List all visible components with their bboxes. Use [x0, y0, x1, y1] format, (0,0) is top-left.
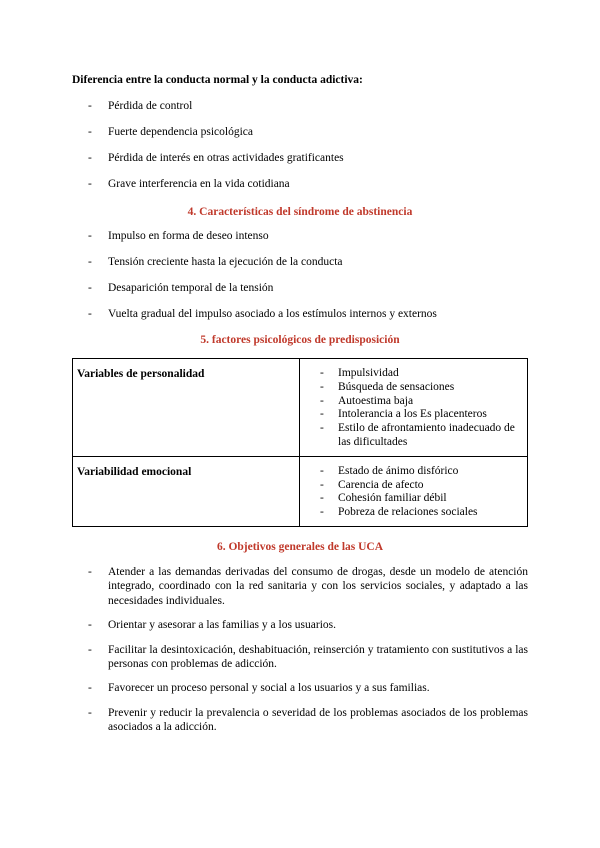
list-item: - Facilitar la desintoxicación, deshabituación, reinserción y tratamiento con sustitutivos a las personas con problemas de adicción. [88, 643, 528, 672]
list-item: - Autoestima baja [320, 395, 523, 409]
list-item: - Atender a las demandas derivadas del consumo de drogas, desde un modelo de atención integrado, coordinado con la red sanitaria y con los servicios sociales, y adaptado a las necesidades individuales. [88, 565, 528, 608]
list-item: - Intolerancia a los Es placenteros [320, 408, 523, 422]
list-item: - Estado de ánimo disfórico [320, 465, 523, 479]
list-item: - Estilo de afrontamiento inadecuado de las dificultades [320, 422, 523, 450]
list-item: - Búsqueda de sensaciones [320, 381, 523, 395]
table-row [73, 456, 528, 526]
list-item: - Vuelta gradual del impulso asociado a los estímulos internos y externos [88, 307, 528, 333]
section-4-list [88, 229, 528, 333]
list-item: - Fuerte dependencia psicológica [88, 125, 528, 151]
intro-list [88, 99, 528, 203]
section-4-title: 4. Características del síndrome de abstinencia [187, 206, 413, 218]
list-item: - Impulso en forma de deseo intenso [88, 229, 528, 255]
table-row-label: Variabilidad emocional [73, 456, 300, 526]
cell-list [304, 465, 523, 520]
list-item: - Pérdida de interés en otras actividades gratificantes [88, 151, 528, 177]
list-item: - Prevenir y reducir la prevalencia o severidad de los problemas asociados de los problemas asociados a la adicción. [88, 706, 528, 735]
list-item: - Tensión creciente hasta la ejecución de la conducta [88, 255, 528, 281]
section-6-list [88, 565, 528, 734]
list-item: - Favorecer un proceso personal y social a los usuarios y a sus familias. [88, 681, 528, 695]
predisposition-table [72, 358, 528, 527]
list-item: - Impulsividad [320, 367, 523, 381]
list-item: - Grave interferencia en la vida cotidiana [88, 177, 528, 203]
cell-list [304, 367, 523, 450]
list-item: - Desaparición temporal de la tensión [88, 281, 528, 307]
list-item: - Orientar y asesorar a las familias y a los usuarios. [88, 618, 528, 632]
list-item: - Carencia de afecto [320, 479, 523, 493]
list-item: - Cohesión familiar débil [320, 492, 523, 506]
section-6-title: 6. Objetivos generales de las UCA [216, 541, 384, 553]
intro-heading: Diferencia entre la conducta normal y la conducta adictiva: [72, 74, 363, 86]
list-item: - Pérdida de control [88, 99, 528, 125]
section-5-title: 5. factores psicológicos de predisposición [200, 334, 400, 346]
list-item: - Pobreza de relaciones sociales [320, 506, 523, 520]
table-cell [300, 359, 528, 457]
table-row [73, 359, 528, 457]
table-cell [300, 456, 528, 526]
table-row-label: Variables de personalidad [73, 359, 300, 457]
